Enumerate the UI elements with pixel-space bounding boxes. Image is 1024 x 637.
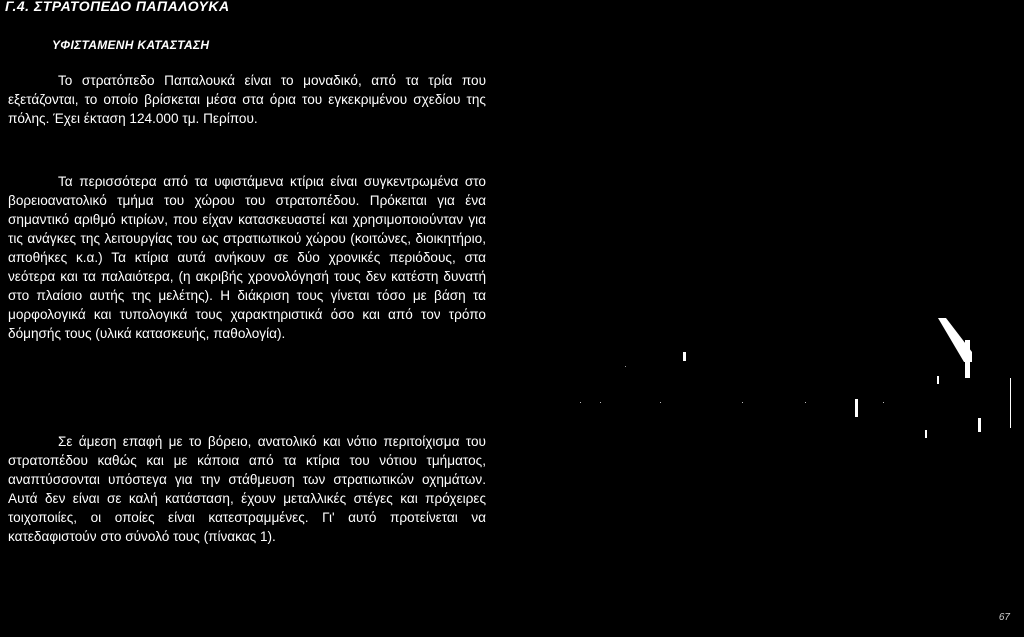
section-title: Γ.4. ΣΤΡΑΤΟΠΕΔΟ ΠΑΠΑΛΟΥΚΑ [5, 0, 230, 14]
paragraph-intro: Το στρατόπεδο Παπαλουκά είναι το μοναδικό, από τα τρία που εξετάζονται, το οποίο βρίσκεται μέσα στα όρια του εγκεκριμένου σχεδίου της πόλης. Έχει έκταση 124.000 τμ. Περίπου. [8, 73, 486, 126]
paragraph-sheds: Σε άμεση επαφή με το βόρειο, ανατολικό και νότιο περιτοίχισμα του στρατοπέδου καθώς και με κάποια από τα κτίρια του νότιου τμήματος, αναπτύσσονται υπόστεγα για την στάθμευση των στρατιωτικών οχημάτων. Αυτά δεν είναι σε καλή κατάσταση, έχουν μεταλλικές στέγες και πρόχειρες τοιχοποιίες, οι οποίες είναι κατεστραμμένες. Γι' αυτό προτείνεται να κατεδαφιστούν στο σύνολό τους (πίνακας 1). [8, 434, 486, 544]
page-number: 67 [998, 612, 1010, 623]
paragraph-buildings: Τα περισσότερα από τα υφιστάμενα κτίρια είναι συγκεντρωμένα στο βορειοανατολικό τμήμα του χώρου του στρατοπέδου. Πρόκειται για ένα σημαντικό αριθμό κτιρίων, που είχαν κατασκευαστεί και χρησιμοποιούνταν για τις ανάγκες της λειτουργίας του ως στρατιωτικού χώρου (κοιτώνες, διοικητήριο, αποθήκες κ.α.) Τα κτίρια αυτά ανήκουν σε δύο χρονικές περιόδους, στα νεότερα και τα παλαιότερα, (η ακριβής χρονολόγησή τους δεν κατέστη δυνατή στο πλαίσιο αυτής της μελέτης). Η διάκριση τους γίνεται τόσο με βάση τα μορφολογικά και τυπολογικά τους χαρακτηριστικά όσο και από τον τρόπο δόμησής τους (υλικά κατασκευής, παθολογία). [8, 174, 486, 341]
subsection-title: ΥΦΙΣΤΑΜΕΝΗ ΚΑΤΑΣΤΑΣΗ [52, 38, 210, 52]
